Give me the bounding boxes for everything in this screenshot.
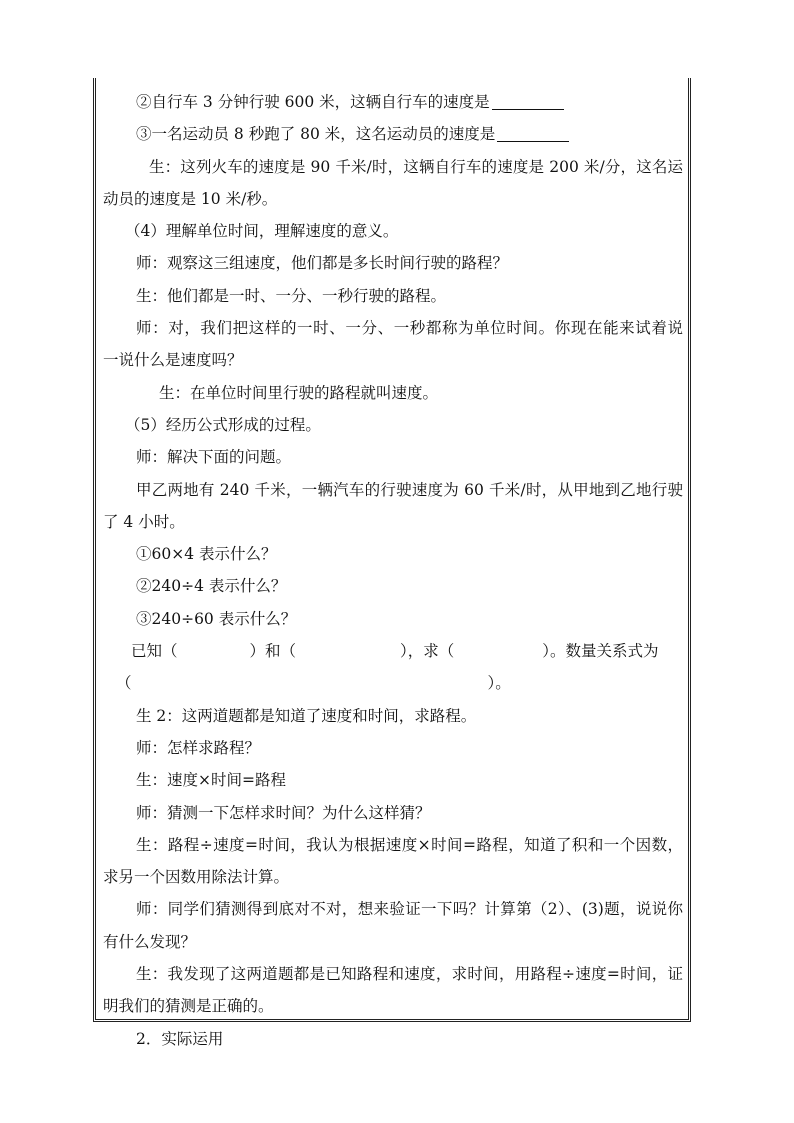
student-answer-line-2: 动员的速度是 10 米/秒。	[103, 189, 278, 208]
student-answer-line-1: 生：这列火车的速度是 90 千米/时，这辆自行车的速度是 200 米/分，这名运	[149, 157, 683, 176]
teacher-line-1: 师：对，我们把这样的一时、一分、一秒都称为单位时间。你现在能来试着说	[136, 319, 683, 338]
question-bicycle: ②自行车 3 分钟行驶 600 米，这辆自行车的速度是	[103, 86, 683, 118]
student-line-1: 生：路程÷速度=时间，我认为根据速度×时间=路程，知道了积和一个因数，	[136, 835, 683, 854]
answer-blank	[497, 124, 569, 142]
step-4-heading: （4）理解单位时间，理解速度的意义。	[125, 222, 399, 241]
student-line-2: 求另一个因数用除法计算。	[103, 868, 290, 887]
question-athlete: ③一名运动员 8 秒跑了 80 米，这名运动员的速度是	[103, 118, 683, 150]
student-formula: 生：速度×时间=路程	[136, 771, 286, 790]
student-definition: 生：在单位时间里行驶的路程就叫速度。	[159, 383, 439, 402]
teacher-line-2: 一说什么是速度吗？	[103, 351, 243, 370]
sub-question-2: ②240÷4 表示什么？	[136, 577, 287, 596]
sub-question-3: ③240÷60 表示什么？	[136, 609, 297, 628]
problem-line-2: 了 4 小时。	[103, 512, 185, 531]
answer-blank	[492, 92, 564, 110]
problem-line-1: 甲乙两地有 240 千米，一辆汽车的行驶速度为 60 千米/时，从甲地到乙地行驶	[136, 480, 683, 499]
sub-question-1: ①60×4 表示什么？	[136, 545, 277, 564]
fill-in-formula: （ ）。	[116, 674, 511, 693]
teacher-line: 师：解决下面的问题。	[136, 448, 292, 467]
fill-in-relation: 已知（ ）和（ ），求（ ）。数量关系式为	[131, 642, 659, 661]
student-line-2: 明我们的猜测是正确的。	[103, 997, 274, 1016]
lesson-content	[103, 86, 683, 1055]
student-line-1: 生：我发现了这两道题都是已知路程和速度，求时间，用路程÷速度=时间，证	[136, 965, 683, 984]
teacher-line: 师：猜测一下怎样求时间？为什么这样猜？	[136, 803, 431, 822]
student-2-line: 生 2：这两道题都是知道了速度和时间，求路程。	[136, 706, 477, 725]
teacher-line-2: 有什么发现？	[103, 932, 197, 951]
teacher-line: 师：怎样求路程？	[136, 738, 261, 757]
teacher-line-1: 师：同学们猜测得到底对不对，想来验证一下吗？计算第（2）、(3)题，说说你	[136, 900, 683, 919]
step-5-heading: （5）经历公式形成的过程。	[125, 415, 321, 434]
teacher-line: 师：观察这三组速度，他们都是多长时间行驶的路程？	[136, 254, 509, 273]
student-line: 生：他们都是一时、一分、一秒行驶的路程。	[136, 286, 447, 305]
section-heading-practice: 2．实际运用	[136, 1029, 224, 1048]
